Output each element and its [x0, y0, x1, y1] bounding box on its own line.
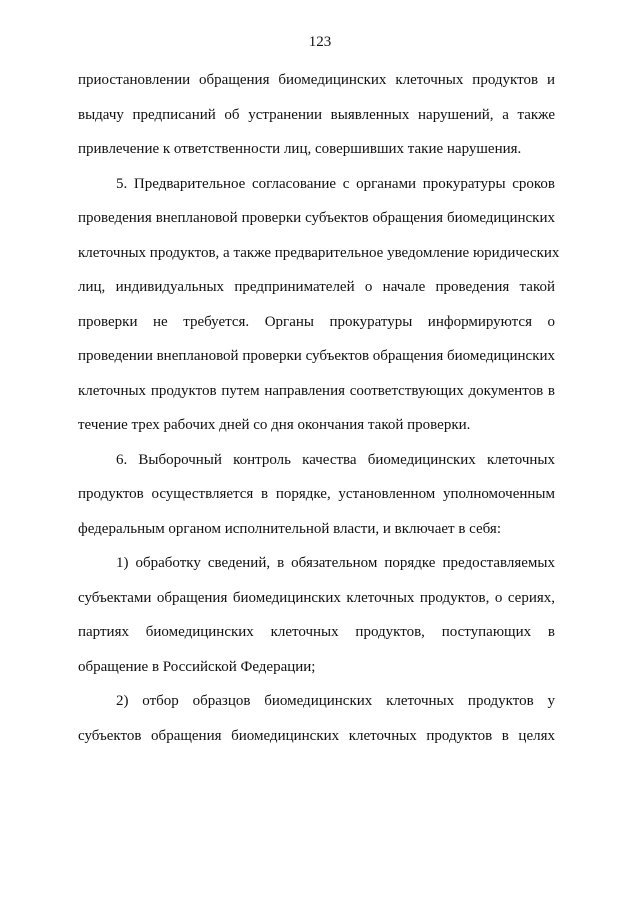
text-line: 1) обработку сведений, в обязательном порядке предоставляемых [116, 555, 555, 571]
page-number: 123 [308, 34, 332, 50]
text-line: проверки не требуется. Органы прокуратуры информируются о [78, 314, 555, 330]
text-line: привлечение к ответственности лиц, совершивших такие нарушения. [78, 141, 522, 157]
text-line: 2) отбор образцов биомедицинских клеточных продуктов у [116, 693, 555, 709]
text-line: партиях биомедицинских клеточных продуктов, поступающих в [78, 624, 555, 640]
text-line: субъектами обращения биомедицинских клеточных продуктов, о сериях, [78, 590, 555, 606]
text-line: клеточных продуктов путем направления соответствующих документов в [78, 383, 555, 399]
text-line: 6. Выборочный контроль качества биомедицинских клеточных [116, 452, 555, 468]
text-line: федеральным органом исполнительной власти, и включает в себя: [78, 521, 501, 537]
text-line: субъектов обращения биомедицинских клеточных продуктов в целях [78, 728, 555, 744]
text-line: продуктов осуществляется в порядке, установленном уполномоченным [78, 486, 555, 502]
text-line: течение трех рабочих дней со дня окончания такой проверки. [78, 417, 471, 433]
text-line: проведения внеплановой проверки субъектов обращения биомедицинских [78, 210, 555, 226]
text-line: выдачу предписаний об устранении выявленных нарушений, а также [78, 107, 555, 123]
text-line: проведении внеплановой проверки субъектов обращения биомедицинских [78, 348, 556, 364]
text-line: лиц, индивидуальных предпринимателей о начале проведения такой [78, 279, 555, 295]
text-line: приостановлении обращения биомедицинских клеточных продуктов и [78, 72, 555, 88]
text-line: 5. Предварительное согласование с органами прокуратуры сроков [116, 176, 555, 192]
text-line: обращение в Российской Федерации; [78, 659, 316, 675]
text-line: клеточных продуктов, а также предварительное уведомление юридических [78, 245, 560, 261]
